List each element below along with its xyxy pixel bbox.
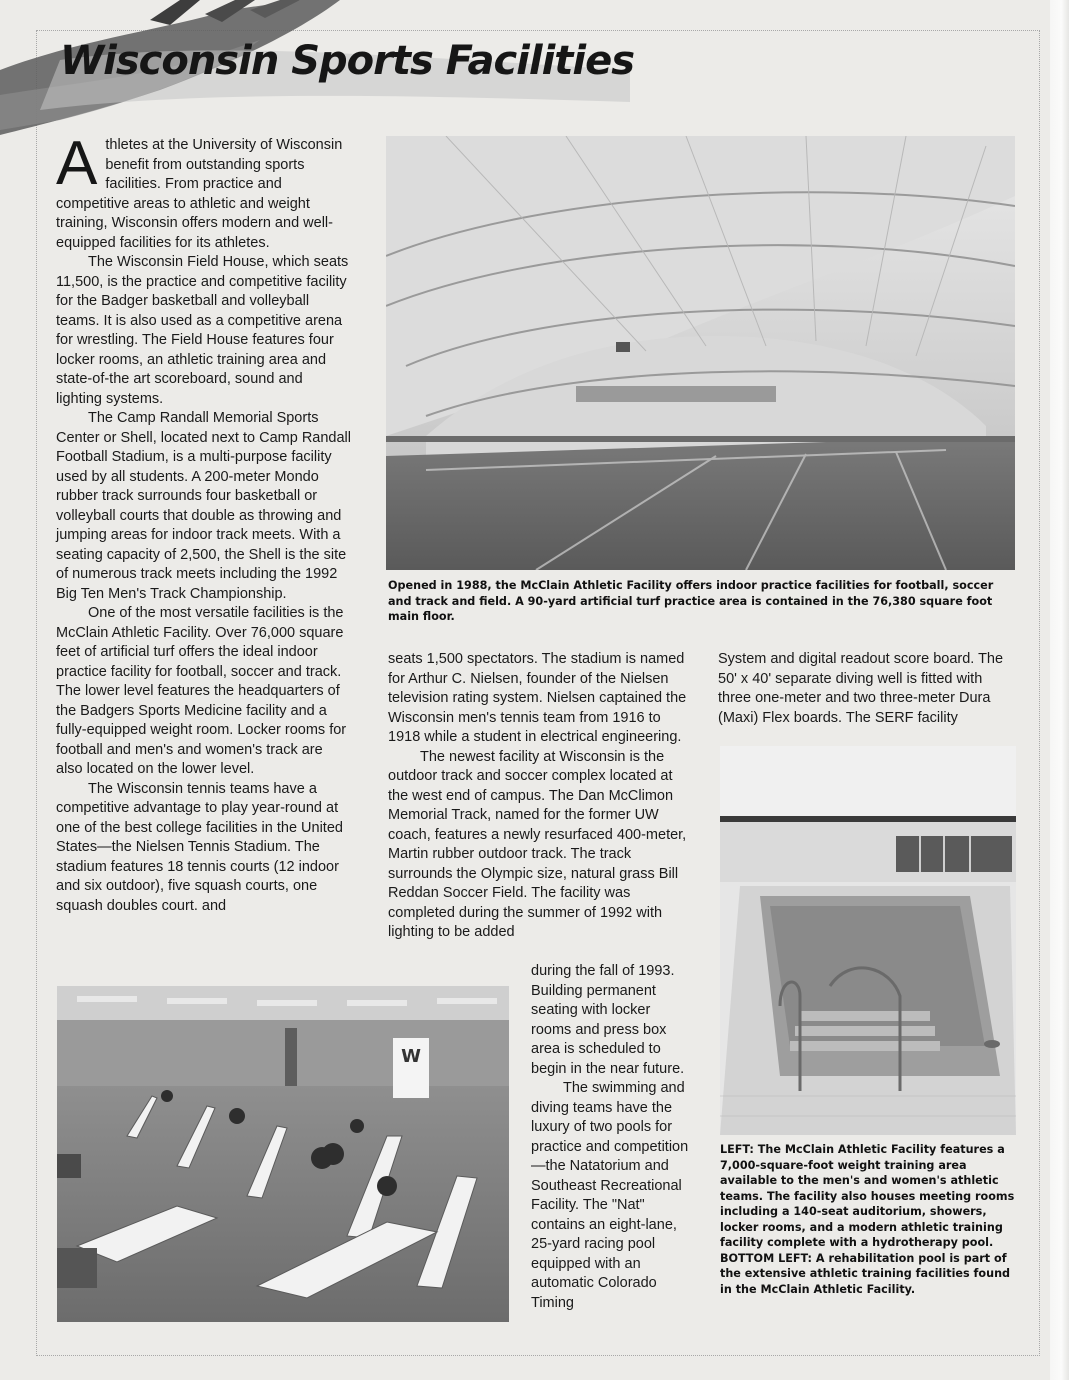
article-paragraph: Athletes at the University of Wisconsin benefit from outstanding sports facilities. From practice and competitive areas to athletic and weight training, Wisconsin offers modern and well-equipped facilities for its athletes. xyxy=(56,129,343,251)
caption-right xyxy=(720,1142,1020,1297)
caption-weight-room: LEFT: The McClain Athletic Facility features a 7,000-square-foot weight training area available to the men's and women's athletic teams. The facility also houses meeting rooms including a 140-seat auditorium, showers, locker rooms, and a modern athletic training facility complete with a hydrotherapy pool. xyxy=(720,1143,1015,1249)
article-paragraph: during the fall of 1993. Building permanent seating with locker rooms and press box area is scheduled to begin in the near future. xyxy=(531,963,685,1077)
page-title: Wisconsin Sports Facilities xyxy=(60,38,635,84)
article-paragraph: The Wisconsin Field House, which seats 11,500, is the practice and competitive facility for the Badger basketball and volleyball teams. It is also used as a competitive arena for wrestling. The Field House features four locker rooms, an athletic training area and state-of-the art scoreboard, sound and lighting systems. xyxy=(56,254,349,407)
article-paragraph: The swimming and diving teams have the luxury of two pools for practice and competition—the Natatorium and Southeast Recreational Facility. The "Nat" contains an eight-lane, 25-yard racing pool equipped with an automatic Colorado Timing xyxy=(531,1080,689,1311)
article-paragraph: The Camp Randall Memorial Sports Center or Shell, located next to Camp Randall Football Stadium, is a multi-purpose facility used by all students. A 200-meter Mondo rubber track surrounds four basketball or volleyball courts that double as throwing and jumping areas for indoor track meets. With a seating capacity of 2,500, the Shell is the site of numerous track meets including the 1992 Big Ten Men's Track Championship. xyxy=(56,410,351,602)
article-column-3 xyxy=(718,650,1018,728)
article-paragraph: The Wisconsin tennis teams have a competitive advantage to play year-round at one of the best college facilities in the United States—the Nielsen Tennis Stadium. The stadium features 18 tennis courts (12 indoor and six outdoor), five squash courts, one squash doubles court. and xyxy=(56,780,343,914)
weight-room-banner-letter: W xyxy=(401,1046,421,1067)
caption-top-photo: Opened in 1988, the McClain Athletic Facility offers indoor practice facilities for football, soccer and track and field. A 90-yard artificial turf practice area is contained in the 76,380 square foot main floor. xyxy=(388,579,994,623)
caption-rehabilitation-pool: BOTTOM LEFT: A rehabilitation pool is part of the extensive athletic training facilities found in the McClain Athletic Facility. xyxy=(720,1251,1011,1296)
photo-weight-room xyxy=(57,986,509,1322)
photo-indoor-practice-facility xyxy=(386,136,1015,570)
article-column-1 xyxy=(56,129,352,916)
article-column-2-continued xyxy=(531,962,689,1313)
drop-cap: A xyxy=(56,129,98,198)
article-paragraph: seats 1,500 spectators. The stadium is named for Arthur C. Nielsen, founder of the Nielsen television rating system. Nielsen captained the Wisconsin men's tennis team from 1916 to 1918 while a student in electrical engineering. xyxy=(388,651,687,745)
article-paragraph: System and digital readout score board. The 50' x 40' separate diving well is fitted with three one-meter and two three-meter Dura (Maxi) Flex boards. The SERF facility xyxy=(718,651,1004,726)
page-edge xyxy=(1050,0,1069,1380)
photo-rehabilitation-pool xyxy=(720,746,1016,1135)
article-paragraph: The newest facility at Wisconsin is the outdoor track and soccer complex located at the west end of campus. The Dan McClimon Memorial Track, named for the former UW coach, features a newly resurfaced 400-meter, Martin rubber outdoor track. The track surrounds the Olympic size, natural grass Bill Reddan Soccer Field. The facility was completed during the summer of 1992 with lighting to be added xyxy=(388,748,687,940)
article-paragraph: One of the most versatile facilities is the McClain Athletic Facility. Over 76,000 square feet of artificial turf offers the ideal indoor practice facility for football, soccer and track. The lower level features the headquarters of the Badgers Sports Medicine facility and a fully-equipped weight room. Locker rooms for football and men's and women's track are also located on the lower level. xyxy=(56,605,347,777)
article-column-2 xyxy=(388,650,693,943)
